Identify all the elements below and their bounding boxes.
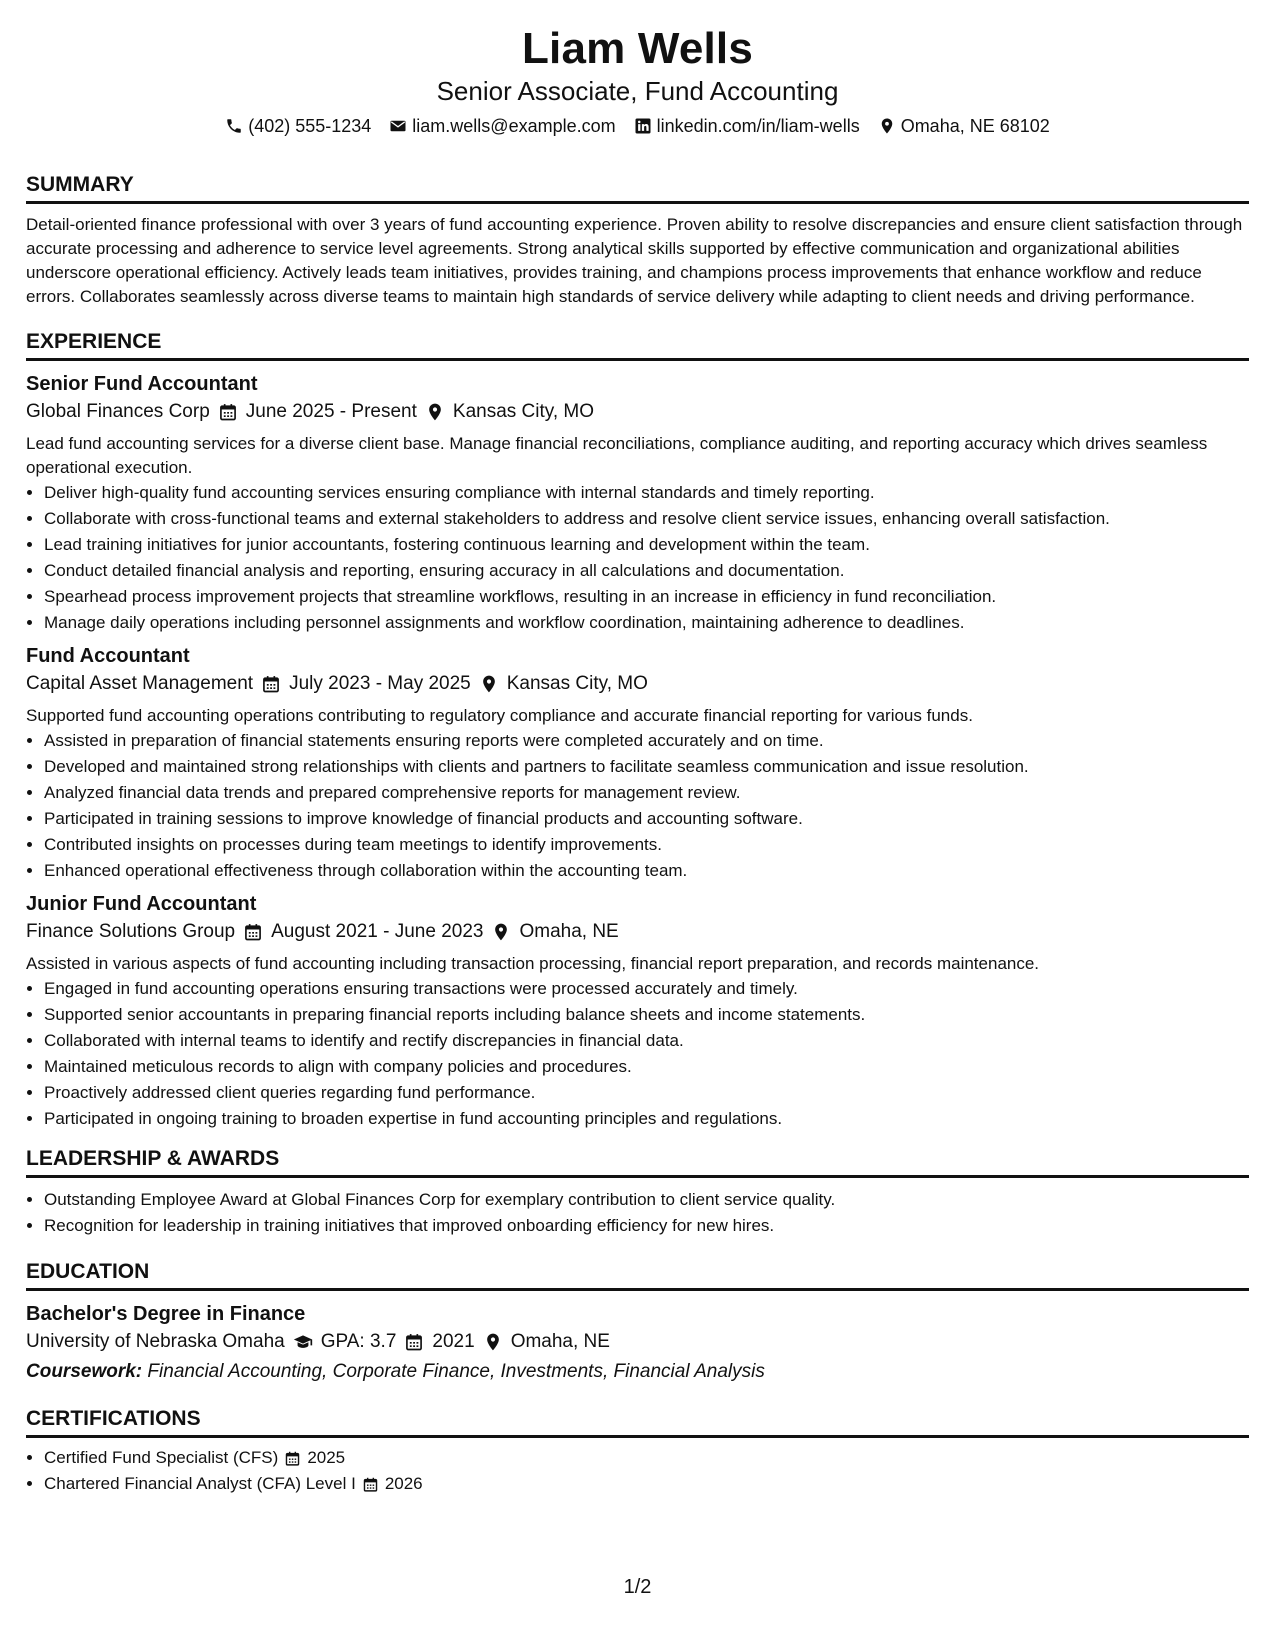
contact-location-text: Omaha, NE 68102 [900,116,1050,136]
leadership-list [26,1187,1249,1239]
certification-list [26,1445,1249,1497]
list-item [44,1471,1249,1497]
education-section [26,1259,1249,1386]
degree-title: Bachelor's Degree in Finance [26,1303,306,1325]
company-name: Capital Asset Management [26,673,254,694]
job-entry [26,642,1249,884]
calendar-icon [404,1332,424,1352]
list-item: • Manage daily operations including personnel assignments and workflow coordination, maintaining adherence to deadlines. [44,610,1249,636]
list-item: • Analyzed financial data trends and prepared comprehensive reports for management review. [44,780,1249,806]
job-entry [26,890,1249,1132]
contact-bar [26,114,1249,138]
job-title: Junior Fund Accountant [26,893,257,915]
school-name: University of Nebraska Omaha [26,1331,285,1352]
calendar-icon [284,1450,301,1467]
job-description: Lead fund accounting services for a diverse client base. Manage financial reconciliations, compliance auditing, and reporting accuracy which drives seamless operational execution. [26,434,1208,477]
map-pin-icon [479,674,499,694]
contact-linkedin-text[interactable]: linkedin.com/in/liam-wells [656,116,860,136]
list-item: • Assisted in preparation of financial statements ensuring reports were completed accurately and on time. [44,728,1249,754]
job-dates: August 2021 - June 2023 [271,921,484,942]
contact-phone-text: (402) 555-1234 [248,116,372,136]
certification-year: 2025 [307,1448,346,1467]
education-meta [26,1328,1249,1356]
map-pin-icon [425,402,445,422]
job-dates: June 2025 - Present [245,401,417,422]
list-item: • Participated in ongoing training to broaden expertise in fund accounting principles and regulations. [44,1106,1249,1132]
contact-linkedin[interactable] [634,114,860,138]
list-item: • Outstanding Employee Award at Global Finances Corp for exemplary contribution to client service quality. [44,1187,1249,1213]
summary-text: Detail-oriented finance professional with over 3 years of fund accounting experience. Proven ability to resolve discrepancies and ensure client satisfaction through accurate processing and adherence to service level agreements. Strong analytical skills supported by effective communication and organizational abilities underscore operational efficiency. Actively leads team initiatives, provides training, and champions process improvements that enhance workflow and reduce errors. Collaborates seamlessly across diverse teams to maintain high standards of service delivery while adapting to client needs and driving performance. [26,215,1243,306]
list-item: • Engaged in fund accounting operations ensuring transactions were processed accurately and timely. [44,976,1249,1002]
resume-header [26,24,1249,138]
job-bullets [26,976,1249,1132]
job-location: Kansas City, MO [506,673,648,694]
list-item: • Proactively addressed client queries regarding fund performance. [44,1080,1249,1106]
job-description: Supported fund accounting operations contributing to regulatory compliance and accurate financial reporting for various funds. [26,706,973,725]
job-list [26,370,1249,1132]
calendar-icon [362,1476,379,1493]
linkedin-icon [634,117,652,135]
job-entry [26,370,1249,636]
calendar-icon [243,922,263,942]
leadership-section [26,1146,1249,1239]
list-item: • Recognition for leadership in training initiatives that improved onboarding efficiency for new hires. [44,1213,1249,1239]
experience-section [26,329,1249,1132]
candidate-title: Senior Associate, Fund Accounting [436,76,839,106]
map-pin-icon [483,1332,503,1352]
contact-phone [225,114,371,138]
map-pin-icon [878,117,896,135]
section-heading: CERTIFICATIONS [26,1406,1249,1438]
certification-name: • Certified Fund Specialist (CFS) [44,1448,279,1467]
list-item [44,1445,1249,1471]
phone-icon [225,117,243,135]
candidate-name: Liam Wells [521,24,754,73]
section-heading: EXPERIENCE [26,329,1249,361]
graduation-cap-icon [293,1332,313,1352]
contact-location [878,114,1050,138]
job-title: Senior Fund Accountant [26,373,258,395]
coursework-text: Financial Accounting, Corporate Finance, Investments, Financial Analysis [147,1361,765,1382]
map-pin-icon [491,922,511,942]
job-description: Assisted in various aspects of fund accounting including transaction processing, financial report preparation, and records maintenance. [26,954,1040,973]
coursework-label: Coursework: [26,1361,143,1382]
gpa-text: GPA: 3.7 [320,1331,397,1352]
section-heading: LEADERSHIP & AWARDS [26,1146,1249,1178]
job-title: Fund Accountant [26,645,190,667]
list-item: • Conduct detailed financial analysis and reporting, ensuring accuracy in all calculations and documentation. [44,558,1249,584]
calendar-icon [218,402,238,422]
job-meta [26,670,1249,698]
job-bullets [26,728,1249,884]
section-heading: EDUCATION [26,1259,1249,1291]
list-item: • Developed and maintained strong relationships with clients and partners to facilitate seamless communication and issue resolution. [44,754,1249,780]
certification-name: • Chartered Financial Analyst (CFA) Level I [44,1474,356,1493]
company-name: Global Finances Corp [26,401,210,422]
summary-section [26,172,1249,309]
section-heading: SUMMARY [26,172,1249,204]
list-item: • Enhanced operational effectiveness through collaboration within the accounting team. [44,858,1249,884]
education-location: Omaha, NE [510,1331,610,1352]
job-dates: July 2023 - May 2025 [289,673,471,694]
job-meta [26,918,1249,946]
job-meta [26,398,1249,426]
list-item: • Lead training initiatives for junior accountants, fostering continuous learning and development within the team. [44,532,1249,558]
list-item: • Deliver high-quality fund accounting services ensuring compliance with internal standards and timely reporting. [44,480,1249,506]
certification-year: 2026 [384,1474,423,1493]
graduation-year: 2021 [432,1331,475,1352]
list-item: • Spearhead process improvement projects that streamline workflows, resulting in an increase in efficiency in fund reconciliation. [44,584,1249,610]
list-item: • Collaborated with internal teams to identify and rectify discrepancies in financial data. [44,1028,1249,1054]
list-item: • Collaborate with cross-functional teams and external stakeholders to address and resolve client service issues, enhancing overall satisfaction. [44,506,1249,532]
calendar-icon [261,674,281,694]
coursework-line [26,1358,1249,1386]
envelope-icon [389,117,407,135]
job-location: Omaha, NE [519,921,619,942]
certifications-section [26,1406,1249,1497]
contact-email[interactable] [389,114,615,138]
list-item: • Maintained meticulous records to align with company policies and procedures. [44,1054,1249,1080]
company-name: Finance Solutions Group [26,921,236,942]
list-item: • Participated in training sessions to improve knowledge of financial products and accounting software. [44,806,1249,832]
page-number: 1/2 [623,1576,652,1598]
job-bullets [26,480,1249,636]
list-item: • Contributed insights on processes during team meetings to identify improvements. [44,832,1249,858]
contact-email-text[interactable]: liam.wells@example.com [412,116,616,136]
job-location: Kansas City, MO [452,401,595,422]
list-item: • Supported senior accountants in preparing financial reports including balance sheets and income statements. [44,1002,1249,1028]
